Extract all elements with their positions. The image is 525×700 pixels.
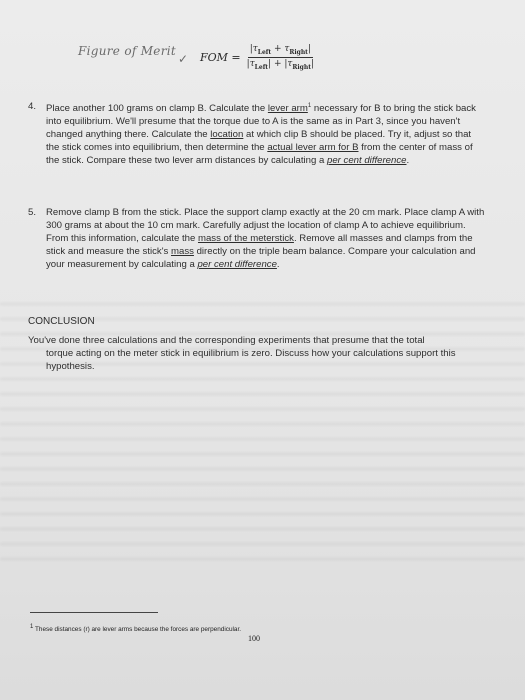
formula-numerator: $|\tau_{Left} + \tau_{Right}|$ — [249, 44, 312, 56]
conclusion-heading: CONCLUSION — [28, 316, 95, 327]
page-number: 100 — [248, 634, 260, 643]
check-mark: ✓ — [178, 52, 189, 66]
question-4 — [28, 100, 486, 167]
question-text: Remove clamp B from the stick. Place the support clamp exactly at the 20 cm mark. Place clamp A with 300 grams at about the 10 cm mark. Carefully adjust the location of clamp A to achieve equilibrium. From this information, calculate the mass of the meterstick. Remove all masses and clamps from the stick and measure the stick's mass directly on the triple beam balance. Compare your calculation and your measurement by calculating a per cent difference. — [46, 207, 485, 270]
fom-formula — [200, 44, 314, 71]
question-5 — [28, 206, 486, 271]
formula-fraction — [247, 44, 314, 71]
formula-denominator: $|\tau_{Left}| + |\tau_{Right}|$ — [246, 58, 315, 71]
conclusion-text: You've done three calculations and the corresponding experiments that presume that the total torque acting on the meter stick in equilibrium is zero. Discuss how your calculations support this hypothesis. — [28, 335, 456, 372]
handwritten-note: Figure of Merit — [78, 44, 176, 58]
question-number: 4. — [28, 101, 37, 112]
footnote-divider — [30, 612, 158, 613]
bleed-through-texture — [0, 290, 525, 570]
footnote: $^1$ These distances (r) are lever arms because the forces are perpendicular. — [30, 624, 242, 634]
formula-lhs: FOM = — [200, 50, 241, 64]
question-text: Place another 100 grams on clamp B. Calculate the lever arm$^1$ necessary for B to bring the stick back into equilibrium. We'll presume that the torque due to A is the same as in Part 3, since you haven't changed anything there. Calculate the location at which clip B should be placed. Try it, adjust so that the stick comes into equilibrium, then determine the actual lever arm for B from the center of mass of the stick. Compare these two lever arm distances by calculating a per cent difference. — [46, 103, 476, 167]
question-number: 5. — [28, 207, 37, 218]
